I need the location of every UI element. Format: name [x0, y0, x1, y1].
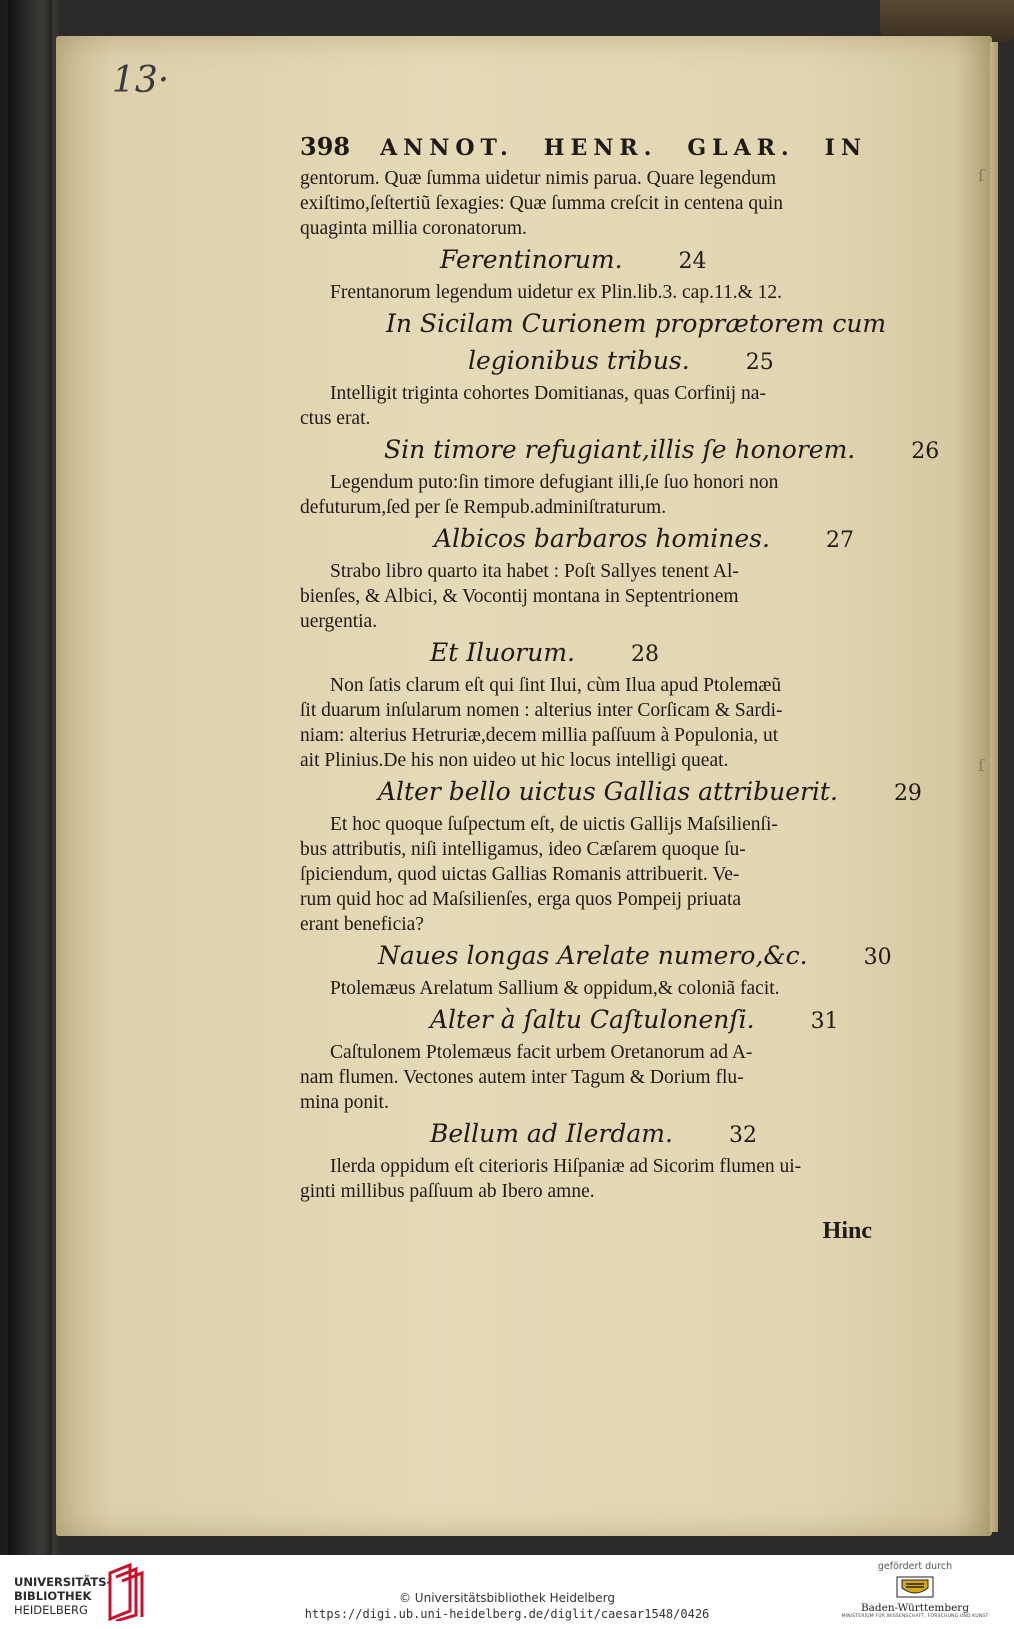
- text-line: gentorum. Quæ ſumma uidetur nimis parua. Quare legendum: [300, 168, 777, 189]
- funding-logo[interactable]: [840, 1561, 990, 1619]
- text-line: uergentia.: [300, 611, 378, 632]
- text-line: mina ponit.: [300, 1092, 389, 1113]
- text-line: defuturum,ſed per ſe Rempub.adminiſtraturum.: [300, 497, 667, 518]
- text-line: ſpiciendum, quod uictas Gallias Romanis attribuerit. Ve-: [300, 864, 740, 885]
- text-line: ſit duarum inſularum nomen : alterius inter Corſicam & Sardi-: [300, 700, 783, 721]
- note-number: 28: [630, 642, 659, 667]
- catchword: Hinc: [822, 1218, 872, 1244]
- text-block: [300, 132, 940, 1245]
- footer-bar: [0, 1555, 1014, 1629]
- text-line: exiſtimo,ſeſtertiũ ſexagies: Quæ ſumma creſcit in centena quin: [300, 193, 784, 214]
- note-number: 25: [745, 350, 774, 375]
- margin-trace-mark: ſ: [978, 756, 984, 775]
- text-line: ait Plinius.De his non uideo ut hic locus intelligi queat.: [300, 750, 729, 771]
- running-head-word: IN: [824, 135, 868, 161]
- library-name-line: UNIVERSITÄTS-: [14, 1575, 112, 1589]
- page-edge: [990, 42, 998, 1532]
- note-number: 32: [728, 1123, 757, 1148]
- lemma-text: Sin timore refugiant,illis ſe honorem.: [384, 435, 856, 464]
- library-name-line: BIBLIOTHEK: [14, 1589, 92, 1603]
- text-line: Caſtulonem Ptolemæus facit urbem Oretanorum ad A-: [330, 1042, 753, 1063]
- lemma-heading: [300, 520, 882, 559]
- lemma-heading: [300, 773, 922, 812]
- handwritten-folio-note: 13·: [112, 60, 170, 101]
- note-number: 24: [678, 249, 707, 274]
- lemma-text: legionibus tribus.: [468, 346, 690, 375]
- running-head-word: HENR.: [543, 135, 658, 161]
- lemma-heading: [300, 1001, 882, 1040]
- lemma-text: Naues longas Arelate numero,&c.: [378, 941, 808, 970]
- note-number: 31: [810, 1009, 839, 1034]
- lemma-text: In Sicilam Curionem proprætorem cum: [386, 309, 887, 338]
- lemma-text: Albicos barbaros homines.: [434, 524, 770, 553]
- text-line: Legendum puto:ſin timore defugiant illi,ſe ſuo honori non: [330, 472, 779, 493]
- book-binding-edge: [8, 0, 52, 1555]
- note-number: 27: [825, 528, 854, 553]
- page-number: 398: [300, 132, 351, 161]
- text-line: bus attributis, niſi intelligamus, ideo Cæſarem quoque ſu-: [300, 839, 746, 860]
- text-line: Non ſatis clarum eſt qui ſint Ilui, cùm Ilua apud Ptolemæũ: [330, 675, 782, 696]
- funding-label: gefördert durch: [877, 1561, 953, 1572]
- text-line: ginti millibus paſſuum ab Ibero amne.: [300, 1181, 595, 1202]
- lemma-heading: [300, 431, 940, 470]
- text-line: erant beneficia?: [300, 914, 424, 935]
- lemma-text: Bellum ad Ilerdam.: [430, 1119, 673, 1148]
- text-line: nam flumen. Vectones autem inter Tagum & Dorium flu-: [300, 1067, 744, 1088]
- running-head-word: ANNOT.: [380, 135, 514, 161]
- note-number: 26: [911, 439, 940, 464]
- note-number: 30: [863, 945, 892, 970]
- lemma-text: Alter à ſaltu Caſtulonenſi.: [430, 1005, 755, 1034]
- text-line: Ptolemæus Arelatum Sallium & oppidum,& coloniã facit.: [330, 978, 780, 999]
- copyright-notice: © Universitätsbibliothek Heidelberg: [398, 1591, 615, 1605]
- text-line: Et hoc quoque ſuſpectum eſt, de uictis Gallijs Maſsilienſi-: [330, 814, 778, 835]
- text-line: niam: alterius Hetruriæ,decem millia paſſuum à Populonia, ut: [300, 725, 779, 746]
- lemma-heading: [300, 241, 882, 280]
- lemma-heading: [300, 342, 882, 381]
- lemma-heading: [300, 937, 892, 976]
- text-line: Frentanorum legendum uidetur ex Plin.lib.3. cap.11.& 12.: [330, 282, 783, 303]
- funding-state: Baden-Württemberg: [860, 1602, 970, 1614]
- note-number: 29: [893, 781, 922, 806]
- running-head-word: GLAR.: [687, 135, 795, 161]
- lemma-heading: [300, 634, 882, 673]
- permalink-url[interactable]: https://digi.ub.uni-heidelberg.de/diglit/caesar1548/0426: [304, 1607, 710, 1621]
- lemma-heading: [300, 305, 887, 342]
- text-line: bienſes, & Albici, & Vocontij montana in Septentrionem: [300, 586, 739, 607]
- funding-ministry: MINISTERIUM FÜR WISSENSCHAFT, FORSCHUNG UND KUNST: [841, 1614, 989, 1619]
- text-line: Ilerda oppidum eſt citerioris Hiſpaniæ ad Sicorim flumen ui-: [330, 1156, 802, 1177]
- lemma-text: Ferentinorum.: [440, 245, 623, 274]
- text-line: ctus erat.: [300, 408, 371, 429]
- text-line: Strabo libro quarto ita habet : Poſt Sallyes tenent Al-: [330, 561, 739, 582]
- lemma-text: Et Iluorum.: [430, 638, 575, 667]
- lemma-text: Alter bello uictus Gallias attribuerit.: [378, 777, 838, 806]
- book-page: [56, 36, 992, 1536]
- text-line: quaginta millia coronatorum.: [300, 218, 527, 239]
- text-line: rum quid hoc ad Maſsilienſes, erga quos Pompeij priuata: [300, 889, 742, 910]
- annotation-lines: [300, 166, 940, 1204]
- margin-trace-mark: ſ: [978, 166, 984, 185]
- state-crest-icon: [896, 1576, 934, 1598]
- lemma-heading: [300, 1115, 882, 1154]
- text-line: Intelligit triginta cohortes Domitianas, quas Corfinij na-: [330, 383, 766, 404]
- library-name-line: HEIDELBERG: [14, 1603, 88, 1617]
- running-head: [300, 132, 882, 166]
